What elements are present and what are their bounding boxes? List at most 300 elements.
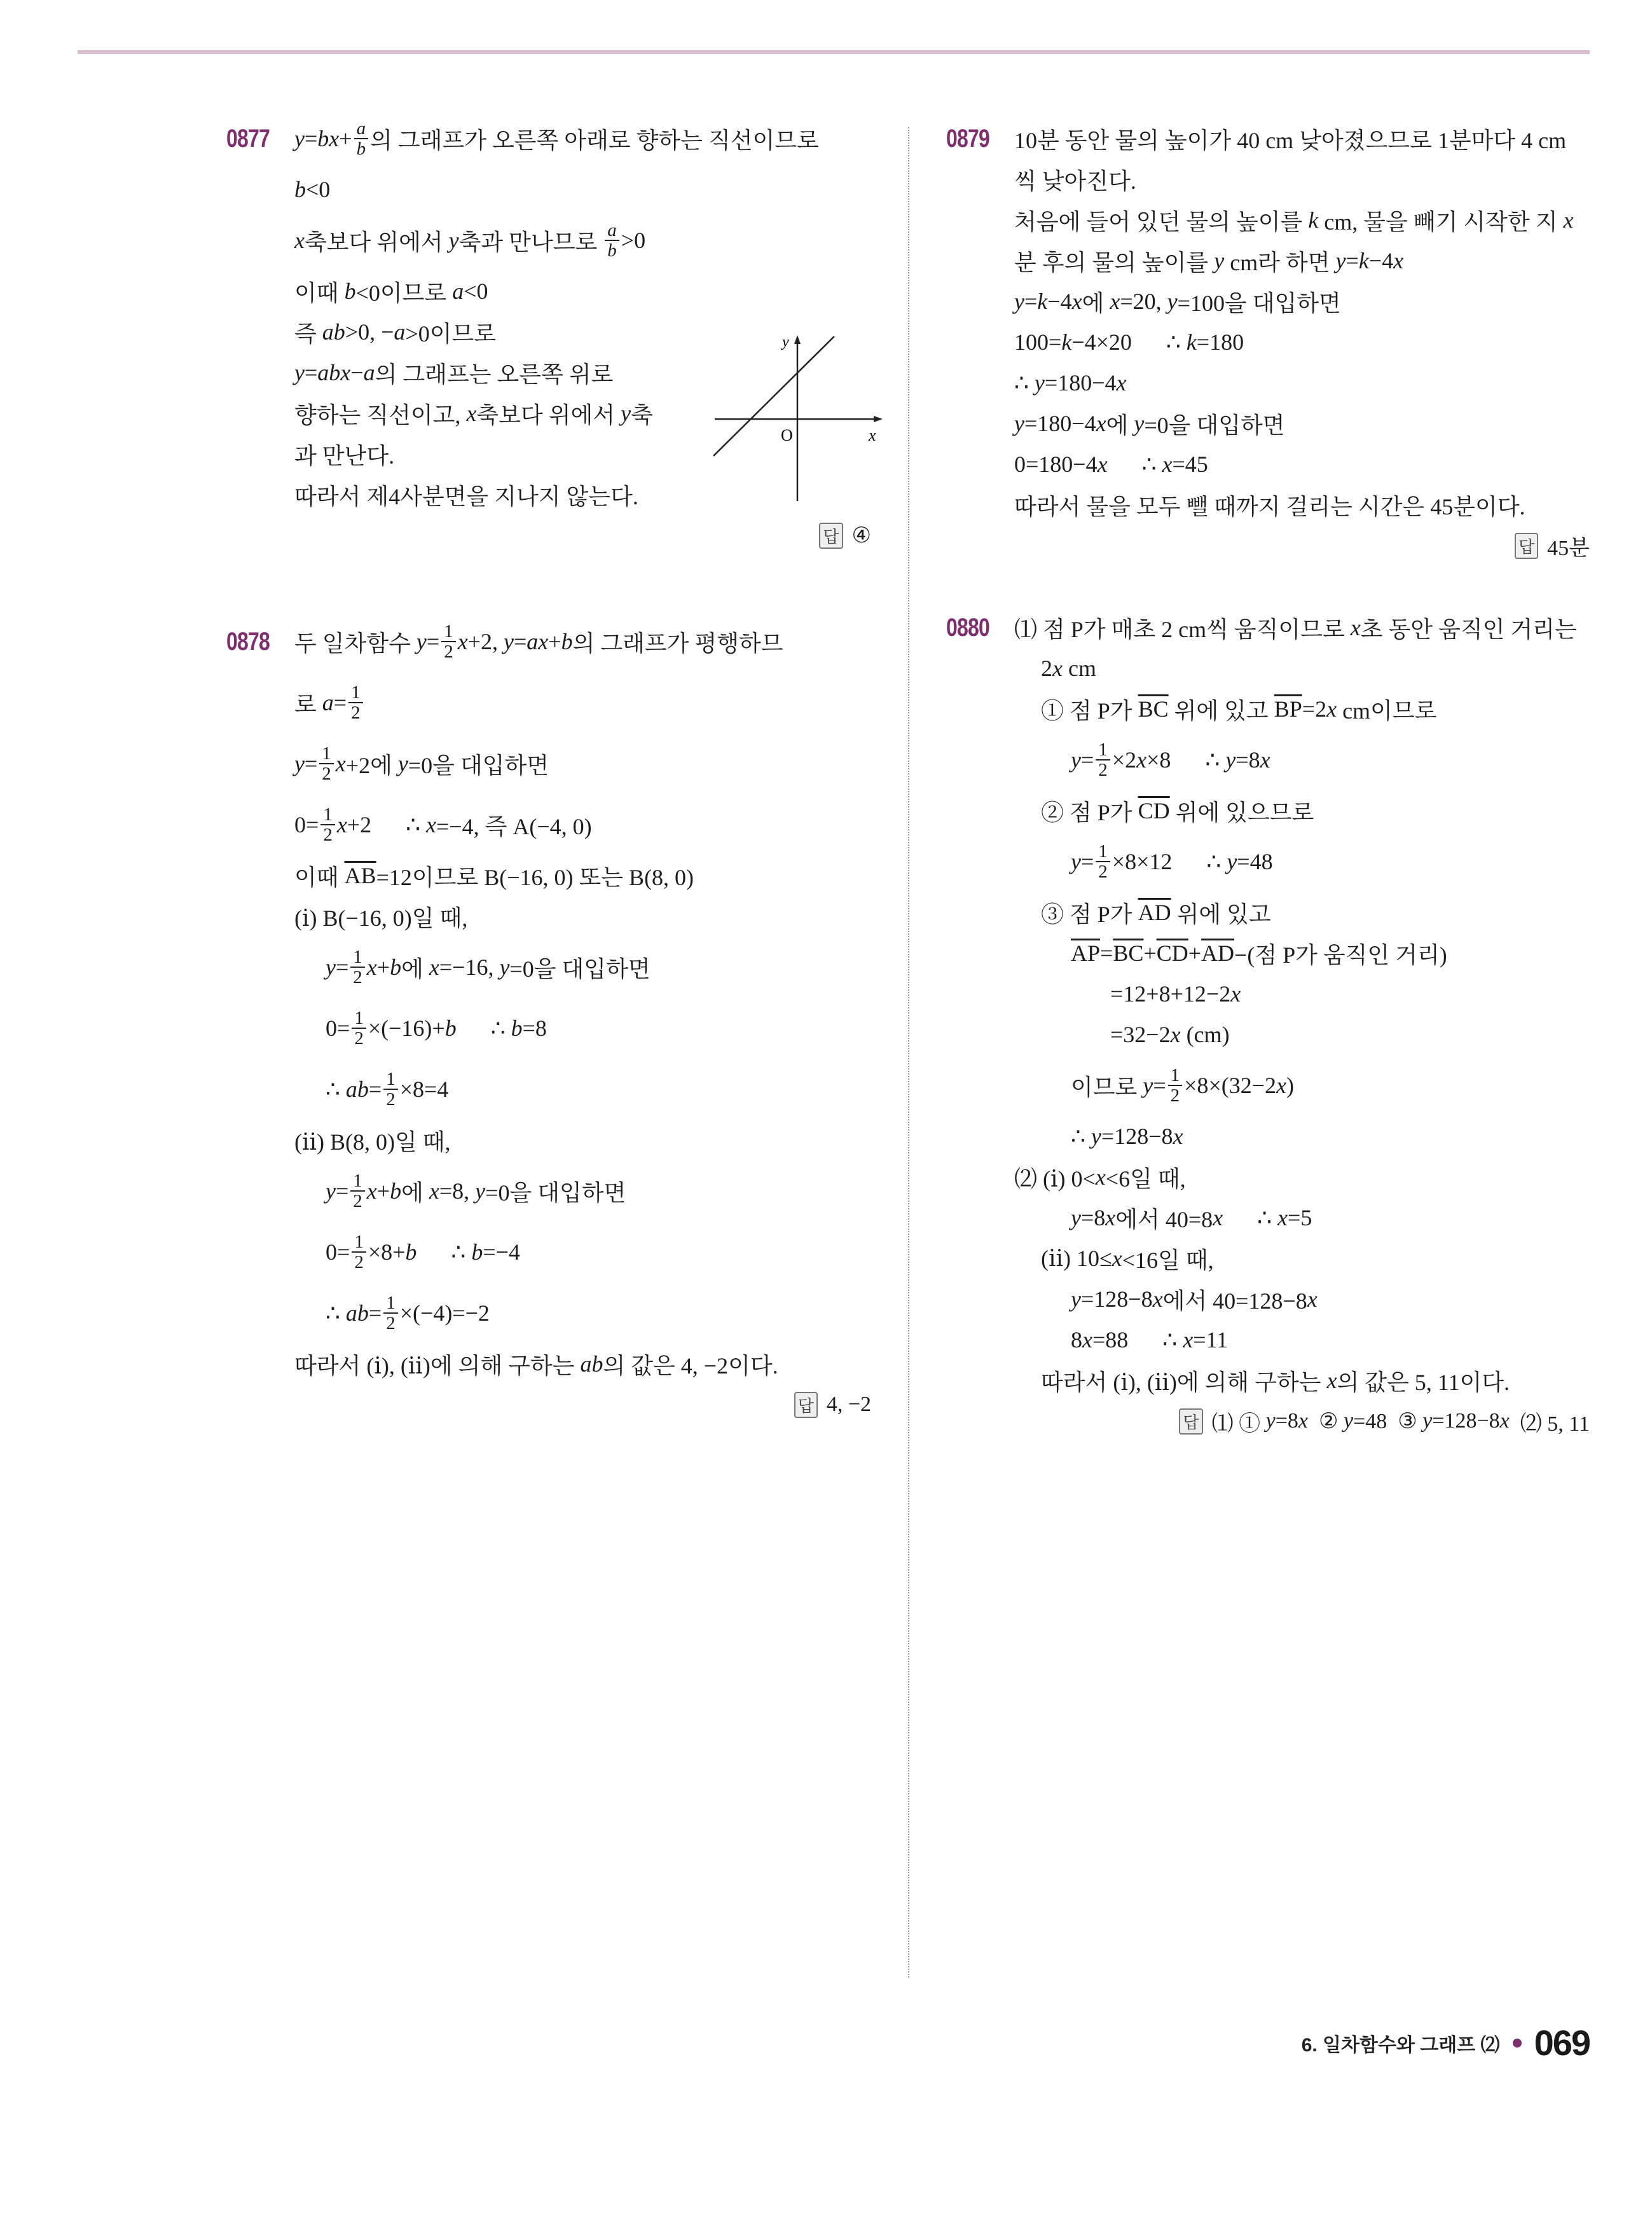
math-variable: ax xyxy=(527,629,549,654)
text-segment: = xyxy=(1080,747,1094,773)
math-variable: x xyxy=(429,1178,439,1204)
fraction xyxy=(441,622,456,662)
solution-line xyxy=(294,210,871,271)
text-segment: =2 xyxy=(1302,696,1327,722)
text-segment: =128−8 xyxy=(1432,1409,1500,1433)
solution-line xyxy=(294,108,871,169)
solution-line xyxy=(1014,831,1590,892)
text-segment: 분 후의 물의 높이를 xyxy=(1014,249,1215,275)
fraction-numerator: a xyxy=(354,119,369,139)
text-segment: (ⅱ) 10≤ xyxy=(1041,1246,1112,1271)
math-variable: y xyxy=(416,629,427,654)
text-segment: 향하는 직선이고, xyxy=(294,402,467,428)
fraction-denominator: 2 xyxy=(386,1313,396,1333)
fraction xyxy=(605,221,619,261)
text-segment: = xyxy=(1024,289,1038,314)
text-segment: = xyxy=(335,1178,349,1204)
solution-line xyxy=(1014,892,1590,933)
math-variable: x xyxy=(1298,1409,1308,1433)
math-variable: b xyxy=(471,1239,483,1265)
text-segment: ⑵ 5, 11 xyxy=(1509,1412,1590,1436)
math-variable: x xyxy=(1260,747,1270,773)
solution-line xyxy=(294,672,871,733)
fraction-numerator: 1 xyxy=(352,1008,366,1029)
text-segment: 두 일차함수 xyxy=(294,630,416,656)
math-variable: b xyxy=(390,954,402,980)
solution-body xyxy=(1014,607,1590,1442)
fraction-denominator: 2 xyxy=(353,967,362,988)
text-segment: ×8×(32−2 xyxy=(1184,1073,1277,1098)
overline-segment: $\overline{AD}$ xyxy=(1138,900,1171,925)
overline-segment: $\overline{BC}$ xyxy=(1138,696,1169,722)
math-variable: y xyxy=(475,1178,486,1204)
solution-line xyxy=(1014,485,1590,525)
overline-segment: $\overline{BP}$ xyxy=(1274,696,1302,722)
text-segment: ① 점 P가 xyxy=(1041,698,1138,724)
math-variable: y xyxy=(503,629,514,654)
text-segment: 이때 xyxy=(294,864,345,890)
math-variable: y xyxy=(1343,1409,1354,1433)
math-variable: b xyxy=(511,1015,523,1041)
text-segment: =100을 대입하면 xyxy=(1177,290,1341,316)
chapter-title: 6. 일차함수와 그래프 ⑵ xyxy=(1301,2034,1500,2056)
solution-line xyxy=(294,169,871,210)
solution-line xyxy=(1014,1360,1590,1401)
line-graph-figure xyxy=(706,327,887,506)
math-variable: a xyxy=(394,319,406,345)
text-segment: −4 xyxy=(1368,248,1394,273)
page-number: 069 xyxy=(1534,2023,1590,2063)
math-variable: y xyxy=(294,126,305,151)
text-segment: + xyxy=(376,954,390,980)
text-segment: 과 만난다. xyxy=(294,443,395,469)
fraction xyxy=(319,744,334,784)
math-variable: x xyxy=(457,629,468,654)
text-segment: 위에 있으므로 xyxy=(1169,799,1314,825)
fraction xyxy=(1096,740,1110,780)
text-segment: =180−4 xyxy=(1044,370,1117,396)
math-variable: y xyxy=(294,751,305,776)
solution-line xyxy=(294,1160,871,1222)
fraction xyxy=(348,683,363,723)
text-segment: = xyxy=(335,954,349,980)
fraction xyxy=(1168,1066,1183,1106)
fraction-denominator: 2 xyxy=(1098,760,1108,780)
fraction xyxy=(352,1008,366,1049)
solution-line xyxy=(1014,974,1590,1014)
text-segment: ×8×12 ∴ xyxy=(1112,849,1227,874)
text-segment: =8 xyxy=(1275,1409,1298,1433)
column-divider xyxy=(908,127,909,1978)
solution-line xyxy=(294,1059,871,1120)
math-variable: y xyxy=(1091,1124,1101,1149)
answer-badge: 답 xyxy=(1515,533,1538,559)
fraction-numerator: 1 xyxy=(352,1232,366,1253)
math-variable: y xyxy=(1167,289,1178,314)
math-variable: b xyxy=(444,1015,457,1041)
text-segment: ×8+ xyxy=(368,1239,406,1265)
text-segment: = xyxy=(426,629,440,654)
text-segment: 0= xyxy=(294,812,319,837)
text-segment: +2 ∴ xyxy=(347,812,427,837)
solution-line xyxy=(1014,362,1590,403)
text-segment: (cm) xyxy=(1180,1022,1230,1047)
text-segment: ⑵ (ⅰ) 0< xyxy=(1014,1166,1096,1192)
text-segment: ∴ xyxy=(326,1077,346,1102)
text-segment: 의 값은 4, −2이다. xyxy=(603,1352,778,1379)
math-variable: ab xyxy=(580,1351,603,1377)
text-segment: 따라서 (ⅰ), (ⅱ)에 의해 구하는 xyxy=(1041,1369,1327,1395)
answer-line xyxy=(294,1384,871,1425)
fraction-denominator: 2 xyxy=(354,1028,364,1049)
text-segment: + xyxy=(548,629,561,654)
fraction-numerator: 1 xyxy=(1168,1066,1183,1086)
math-variable: x xyxy=(1326,1368,1337,1393)
text-segment: ×2 xyxy=(1112,747,1137,773)
text-segment: =11 xyxy=(1193,1327,1229,1352)
answer-badge: 답 xyxy=(794,1392,818,1418)
overline-segment: $\overline{BC}$ xyxy=(1113,940,1144,966)
text-segment: = xyxy=(304,126,318,151)
y-axis-arrow-icon xyxy=(794,335,801,344)
text-segment: =128−8 xyxy=(1080,1286,1153,1312)
text-segment: =48 xyxy=(1237,849,1273,874)
text-segment: <6일 때, xyxy=(1105,1166,1186,1192)
solution-line xyxy=(294,1222,871,1283)
page-footer xyxy=(1302,2022,1590,2063)
fraction-denominator: b xyxy=(607,240,617,261)
text-segment: ∴ xyxy=(326,1300,346,1326)
text-segment: ) xyxy=(1286,1073,1295,1098)
fraction-denominator: 2 xyxy=(1098,862,1108,882)
solution-line xyxy=(1014,933,1590,974)
x-axis-arrow-icon xyxy=(874,416,883,422)
fraction xyxy=(350,947,365,988)
math-variable: x xyxy=(1173,1124,1183,1149)
fraction-denominator: 2 xyxy=(353,1191,362,1211)
solution-line xyxy=(1014,1116,1590,1157)
math-variable: b xyxy=(294,177,306,202)
math-variable: k xyxy=(1358,248,1369,273)
math-variable: x xyxy=(1105,1205,1116,1230)
text-segment: 0=180−4 xyxy=(1014,451,1098,477)
overline-segment: $\overline{AP}$ xyxy=(1071,940,1101,966)
math-variable: k xyxy=(1308,207,1319,233)
text-segment: =−4, 즉 A(−4, 0) xyxy=(436,813,592,839)
solution-line xyxy=(1014,1238,1590,1279)
text-segment: =8 xyxy=(1236,747,1260,773)
solution-line xyxy=(1014,689,1590,729)
text-segment: −(점 P가 움직인 거리) xyxy=(1234,942,1447,968)
fraction-numerator: 1 xyxy=(441,622,456,642)
math-variable: x xyxy=(1563,207,1574,233)
text-segment: cm, 물을 빼기 시작한 지 xyxy=(1318,209,1564,235)
math-variable: x xyxy=(336,812,347,837)
math-variable: y xyxy=(1143,1073,1153,1098)
text-segment: (ⅰ) B(−16, 0)일 때, xyxy=(294,905,468,931)
top-rule xyxy=(78,50,1590,54)
text-segment: =12+8+12−2 xyxy=(1110,981,1231,1007)
text-segment: 4, −2 xyxy=(826,1393,871,1416)
text-segment: >0 xyxy=(621,228,646,253)
math-variable: x xyxy=(1110,289,1120,314)
math-variable: y xyxy=(397,751,408,776)
math-variable: a xyxy=(452,279,464,304)
math-variable: k xyxy=(1037,289,1048,314)
fraction-denominator: 2 xyxy=(351,703,361,723)
text-segment: <0이므로 xyxy=(355,280,453,306)
text-segment: 에서 40=8 xyxy=(1115,1206,1213,1232)
fraction-denominator: b xyxy=(356,139,366,159)
text-segment: 의 그래프가 평행하므 xyxy=(572,630,783,656)
solution-line xyxy=(1014,240,1590,281)
math-variable: y xyxy=(1225,747,1236,773)
math-variable: x xyxy=(1096,411,1106,436)
text-segment: = xyxy=(368,1300,382,1326)
text-segment: = xyxy=(304,360,318,385)
math-variable: a xyxy=(363,360,375,385)
origin-label: O xyxy=(781,426,793,444)
text-segment: =0을 대입하면 xyxy=(1144,412,1285,438)
text-segment: −4 xyxy=(1047,289,1072,314)
text-segment: =48 ③ xyxy=(1353,1410,1423,1433)
fraction-denominator: 2 xyxy=(444,642,453,662)
math-variable: x xyxy=(1350,615,1361,640)
text-segment: ×(−4)=−2 xyxy=(399,1300,490,1326)
text-segment: = xyxy=(1346,248,1359,273)
text-segment: =180−4 xyxy=(1024,411,1096,436)
fraction-denominator: 2 xyxy=(386,1089,396,1110)
math-variable: x xyxy=(1082,1327,1092,1352)
fraction-numerator: 1 xyxy=(350,947,365,968)
text-segment: ② 점 P가 xyxy=(1041,799,1138,825)
text-segment: ∴ xyxy=(456,1015,511,1041)
text-segment: =32−2 xyxy=(1110,1022,1171,1047)
graph-line xyxy=(713,336,834,456)
math-variable: y xyxy=(326,1178,336,1204)
fraction-numerator: 1 xyxy=(1096,740,1110,761)
math-variable: y xyxy=(1014,411,1024,436)
math-variable: y xyxy=(1335,248,1346,273)
text-segment: 따라서 제4사분면을 지나지 않는다. xyxy=(294,483,638,509)
math-variable: x xyxy=(1095,1164,1106,1190)
text-segment: ∴ xyxy=(1014,370,1035,396)
text-segment: 위에 있고 xyxy=(1171,901,1271,927)
text-segment: +2에 xyxy=(345,752,398,778)
solution-line xyxy=(294,896,871,937)
solution-line xyxy=(294,1283,871,1344)
solution-line xyxy=(294,271,871,312)
fraction-numerator: 1 xyxy=(350,1171,365,1192)
text-segment: 축과 만나므로 xyxy=(458,229,603,255)
solution-body xyxy=(294,611,871,1425)
fraction-numerator: 1 xyxy=(319,744,334,764)
text-segment: + xyxy=(339,126,352,151)
fraction-denominator: 2 xyxy=(354,1252,364,1272)
solution-line xyxy=(294,1344,871,1384)
math-variable: x xyxy=(429,954,439,980)
text-segment: − xyxy=(350,360,364,385)
text-segment: =12이므로 B(−16, 0) 또는 B(8, 0) xyxy=(376,864,694,890)
text-segment: 45분 xyxy=(1547,536,1590,560)
bullet-dot-icon xyxy=(1513,2039,1522,2048)
text-segment: = xyxy=(333,690,347,715)
text-segment: =0을 대입하면 xyxy=(408,752,549,778)
overline-segment: $\overline{AD}$ xyxy=(1201,940,1235,966)
math-variable: y xyxy=(1265,1409,1276,1433)
solution-line xyxy=(294,611,871,672)
text-segment: 초 동안 움직인 거리는 xyxy=(1360,616,1577,642)
text-segment: ∴ xyxy=(1107,451,1162,477)
text-segment: >0이므로 xyxy=(405,320,497,347)
solution-line xyxy=(1014,118,1590,159)
text-segment: ② xyxy=(1307,1410,1344,1433)
math-variable: y xyxy=(448,228,459,253)
solution-line xyxy=(294,855,871,896)
math-variable: x xyxy=(1183,1327,1194,1352)
solution-line xyxy=(1014,403,1590,444)
math-variable: x xyxy=(335,751,346,776)
text-segment: =128−8 xyxy=(1101,1124,1173,1149)
text-segment: =0을 대입하면 xyxy=(485,1180,626,1206)
math-variable: y xyxy=(621,401,631,426)
text-segment: −4×20 ∴ xyxy=(1071,329,1187,355)
text-segment: = xyxy=(368,1077,382,1102)
math-variable: y xyxy=(1014,289,1024,314)
math-variable: x xyxy=(1499,1409,1510,1433)
math-variable: x xyxy=(1071,289,1082,314)
text-segment: cm라 하면 xyxy=(1224,249,1336,275)
text-segment: ③ 점 P가 xyxy=(1041,901,1138,927)
answer-line xyxy=(294,515,871,556)
text-segment: = xyxy=(304,751,318,776)
fraction xyxy=(383,1293,398,1333)
answer-badge: 답 xyxy=(1179,1408,1202,1435)
math-variable: ab xyxy=(345,1300,369,1326)
math-variable: k xyxy=(1186,329,1197,355)
text-segment: =5 xyxy=(1288,1205,1312,1230)
math-variable: x xyxy=(426,812,436,837)
math-variable: y xyxy=(1071,747,1081,773)
math-variable: y xyxy=(1071,1286,1081,1312)
fraction-denominator: 2 xyxy=(323,825,333,845)
y-axis-label: y xyxy=(782,334,789,350)
problem-number: 0877 xyxy=(226,124,270,153)
math-variable: b xyxy=(344,279,356,304)
fraction xyxy=(1096,842,1110,882)
solution-line xyxy=(1014,1197,1590,1238)
overline-segment: $\overline{CD}$ xyxy=(1138,798,1170,823)
text-segment: =−16, xyxy=(439,954,500,980)
solution-line xyxy=(1014,790,1590,831)
fraction xyxy=(352,1232,366,1272)
text-segment: 에 xyxy=(1082,290,1110,316)
text-segment: cm이므로 xyxy=(1337,698,1437,724)
overline-segment: $\overline{CD}$ xyxy=(1156,940,1188,966)
problem-number: 0878 xyxy=(226,627,270,656)
solution-line xyxy=(1014,322,1590,362)
solution-line xyxy=(1014,1055,1590,1116)
problem-number: 0880 xyxy=(946,613,989,642)
math-variable: y xyxy=(1034,370,1045,396)
text-segment: cm xyxy=(1062,656,1096,681)
text-segment: 씩 낮아진다. xyxy=(1014,168,1136,194)
fraction xyxy=(383,1070,398,1110)
math-variable: x xyxy=(1276,1073,1287,1098)
fraction xyxy=(350,1171,365,1211)
text-segment: ×(−16)+ xyxy=(368,1015,445,1041)
fraction-numerator: a xyxy=(605,221,619,241)
problem-number: 0879 xyxy=(946,124,989,153)
math-variable: x xyxy=(1326,696,1337,722)
text-segment: + xyxy=(1188,940,1202,966)
solution-line xyxy=(294,794,871,855)
math-variable: y xyxy=(499,954,510,980)
text-segment: <16일 때, xyxy=(1122,1247,1214,1273)
math-variable: y xyxy=(326,954,336,980)
text-segment: +2, xyxy=(467,629,504,654)
solution-line xyxy=(1014,1319,1590,1360)
text-segment: ⑴ ① xyxy=(1211,1412,1266,1436)
text-segment: =88 ∴ xyxy=(1092,1327,1183,1352)
text-segment: 즉 xyxy=(294,320,322,347)
text-segment: 0= xyxy=(326,1015,350,1041)
solution-line xyxy=(1014,159,1590,200)
math-variable: x xyxy=(294,228,305,253)
math-variable: x xyxy=(1052,656,1063,681)
text-segment: 에서 40=128−8 xyxy=(1162,1288,1307,1314)
math-variable: b xyxy=(390,1178,402,1204)
text-segment: 이때 xyxy=(294,280,345,306)
solution-line xyxy=(1014,729,1590,790)
text-segment: 의 그래프는 오른쪽 위로 xyxy=(375,361,614,387)
text-segment: = xyxy=(1153,1073,1166,1098)
solution-line xyxy=(1014,200,1590,240)
solution-line xyxy=(1014,1157,1590,1197)
math-variable: x xyxy=(1277,1205,1288,1230)
fraction-numerator: 1 xyxy=(320,805,335,825)
fraction-denominator: 2 xyxy=(1170,1085,1180,1106)
text-segment: 로 xyxy=(294,691,322,717)
math-variable: x xyxy=(1152,1286,1163,1312)
text-segment: =20, xyxy=(1120,289,1167,314)
solution-line xyxy=(294,998,871,1059)
text-segment: 따라서 물을 모두 뺄 때까지 걸리는 시간은 45분이다. xyxy=(1014,493,1525,520)
text-segment: ∴ xyxy=(1223,1205,1278,1230)
fraction-numerator: 1 xyxy=(1096,842,1110,862)
text-segment: 위에 있고 xyxy=(1168,698,1274,724)
text-segment: 축 xyxy=(631,402,653,428)
text-segment: ×8 ∴ xyxy=(1146,747,1226,773)
text-segment: 에 xyxy=(401,1180,429,1206)
text-segment: 2 xyxy=(1041,656,1052,681)
math-variable: y xyxy=(1071,1205,1081,1230)
text-segment: 에 xyxy=(401,956,429,982)
answer-badge: 답 xyxy=(819,523,843,549)
text-segment: 이므로 xyxy=(1071,1074,1143,1100)
text-segment: 8 xyxy=(1071,1327,1082,1352)
math-variable: y xyxy=(1227,849,1237,874)
math-variable: b xyxy=(561,629,573,654)
math-variable: x xyxy=(1136,747,1147,773)
text-segment: = xyxy=(1100,940,1113,966)
fraction-numerator: 1 xyxy=(383,1070,398,1090)
text-segment: =8 xyxy=(1080,1205,1106,1230)
fraction-denominator: 2 xyxy=(322,764,331,784)
solution-line xyxy=(1014,648,1590,689)
text-segment: 처음에 들어 있던 물의 높이를 xyxy=(1014,209,1309,235)
text-segment: =−4 xyxy=(483,1239,520,1265)
